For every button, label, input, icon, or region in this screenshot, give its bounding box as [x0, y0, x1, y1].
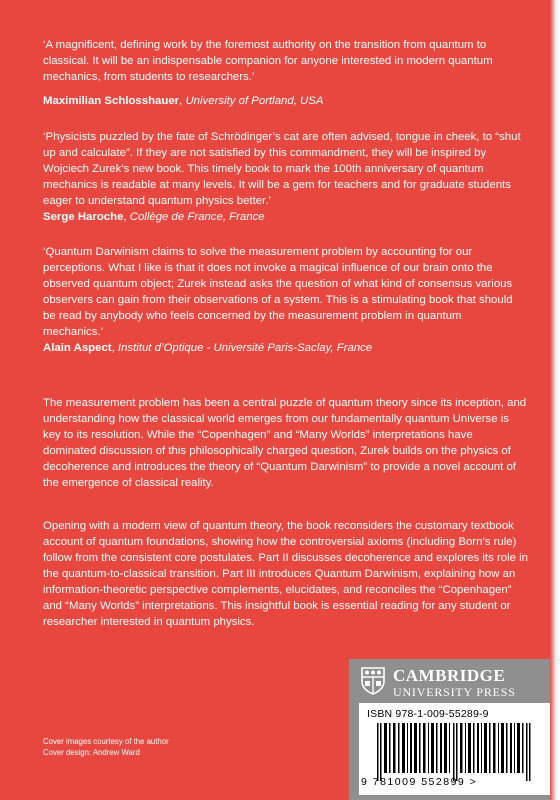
publisher-logo — [361, 665, 551, 699]
quote-2-attribution: Serge Haroche, Collège de France, France — [43, 211, 265, 223]
quote-1-name: Maximilian Schlosshauer — [43, 95, 180, 107]
quote-3-attribution: Alain Aspect, Institut d’Optique - Université Paris-Saclay, France — [43, 342, 373, 354]
quote-1-text: ‘A magnificent, defining work by the foremost authority on the transition from quantum to classical. It will be an indispensable companion for anyone interested in modern quantum mechanics, from students to researchers.’ — [43, 39, 493, 83]
cover-design-credit: Cover design: Andrew Ward — [43, 748, 140, 757]
quote-3-name: Alain Aspect — [43, 342, 112, 354]
page-edge — [550, 0, 560, 800]
quote-3-text: ‘Quantum Darwinism claims to solve the measurement problem by accounting for our perceptions. What I like is that it does not invoke a magical influence of our brain onto the observed quantum object; Zurek instead asks the question of what kind of consensus various observers can gain from their observations of a system. This is a stimulating book that should be read by anybody who feels concerned by the measurement problem in quantum mechanics.’ — [43, 246, 513, 338]
barcode-digits: 9 781009 552899 > — [361, 776, 478, 788]
publisher-name: CAMBRIDGE — [393, 666, 506, 685]
quote-2-affiliation: Collège de France, France — [129, 211, 265, 223]
quote-2-text: ‘Physicists puzzled by the fate of Schrödinger’s cat are often advised, tongue in cheek, to “shut up and calculate”. If they are not satisfied by this commandment, they will be inspired by Wojciech Zurek’s new book. This timely book to mark the 100th anniversary of quantum mechanics is readable at many levels. It will be a gem for teachers and for graduate students eager to understand quantum physics better.’ — [43, 131, 521, 207]
barcode-icon — [367, 723, 547, 781]
publisher-panel — [349, 659, 560, 800]
cover-credits — [43, 736, 169, 758]
cambridge-shield-icon — [361, 667, 385, 695]
description-paragraph-2: Opening with a modern view of quantum theory, the book reconsiders the customary textbook account of quantum foundations, showing how the controversial axioms (including Born’s rule) follow from the consistent core postulates. Part II discusses decoherence and explores its role in the quantum-to-classical transition. Part III introduces Quantum Darwinism, explaining how an information-theoretic perspective complements, elucidates, and reconciles the “Copenhagen” and “Many Worlds” interpretations. This insightful book is essential reading for any student or researcher interested in quantum physics. — [43, 520, 528, 628]
quote-2-name: Serge Haroche — [43, 211, 124, 223]
cover-images-credit: Cover images courtesy of the author — [43, 737, 169, 746]
description-paragraph-1: The measurement problem has been a central puzzle of quantum theory since its inception, and understanding how the classical world emerges from our fundamentally quantum Universe is key to its resolution. While the “Copenhagen” and “Many Worlds” interpretations have dominated discussion of this philosophically charged question, Zurek builds on the physics of decoherence and introduces the theory of “Quantum Darwinism” to provide a novel account of the emergence of classical reality. — [43, 397, 527, 489]
barcode-area — [359, 703, 554, 795]
quote-1-affiliation: University of Portland, USA — [185, 95, 324, 107]
quote-1-attribution: Maximilian Schlosshauer, University of Portland, USA — [43, 95, 324, 107]
isbn-label: ISBN 978-1-009-55289-9 — [367, 708, 489, 720]
quote-3-affiliation: Institut d’Optique - Université Paris-Saclay, France — [117, 342, 373, 354]
publisher-press: UNIVERSITY PRESS — [393, 685, 516, 699]
